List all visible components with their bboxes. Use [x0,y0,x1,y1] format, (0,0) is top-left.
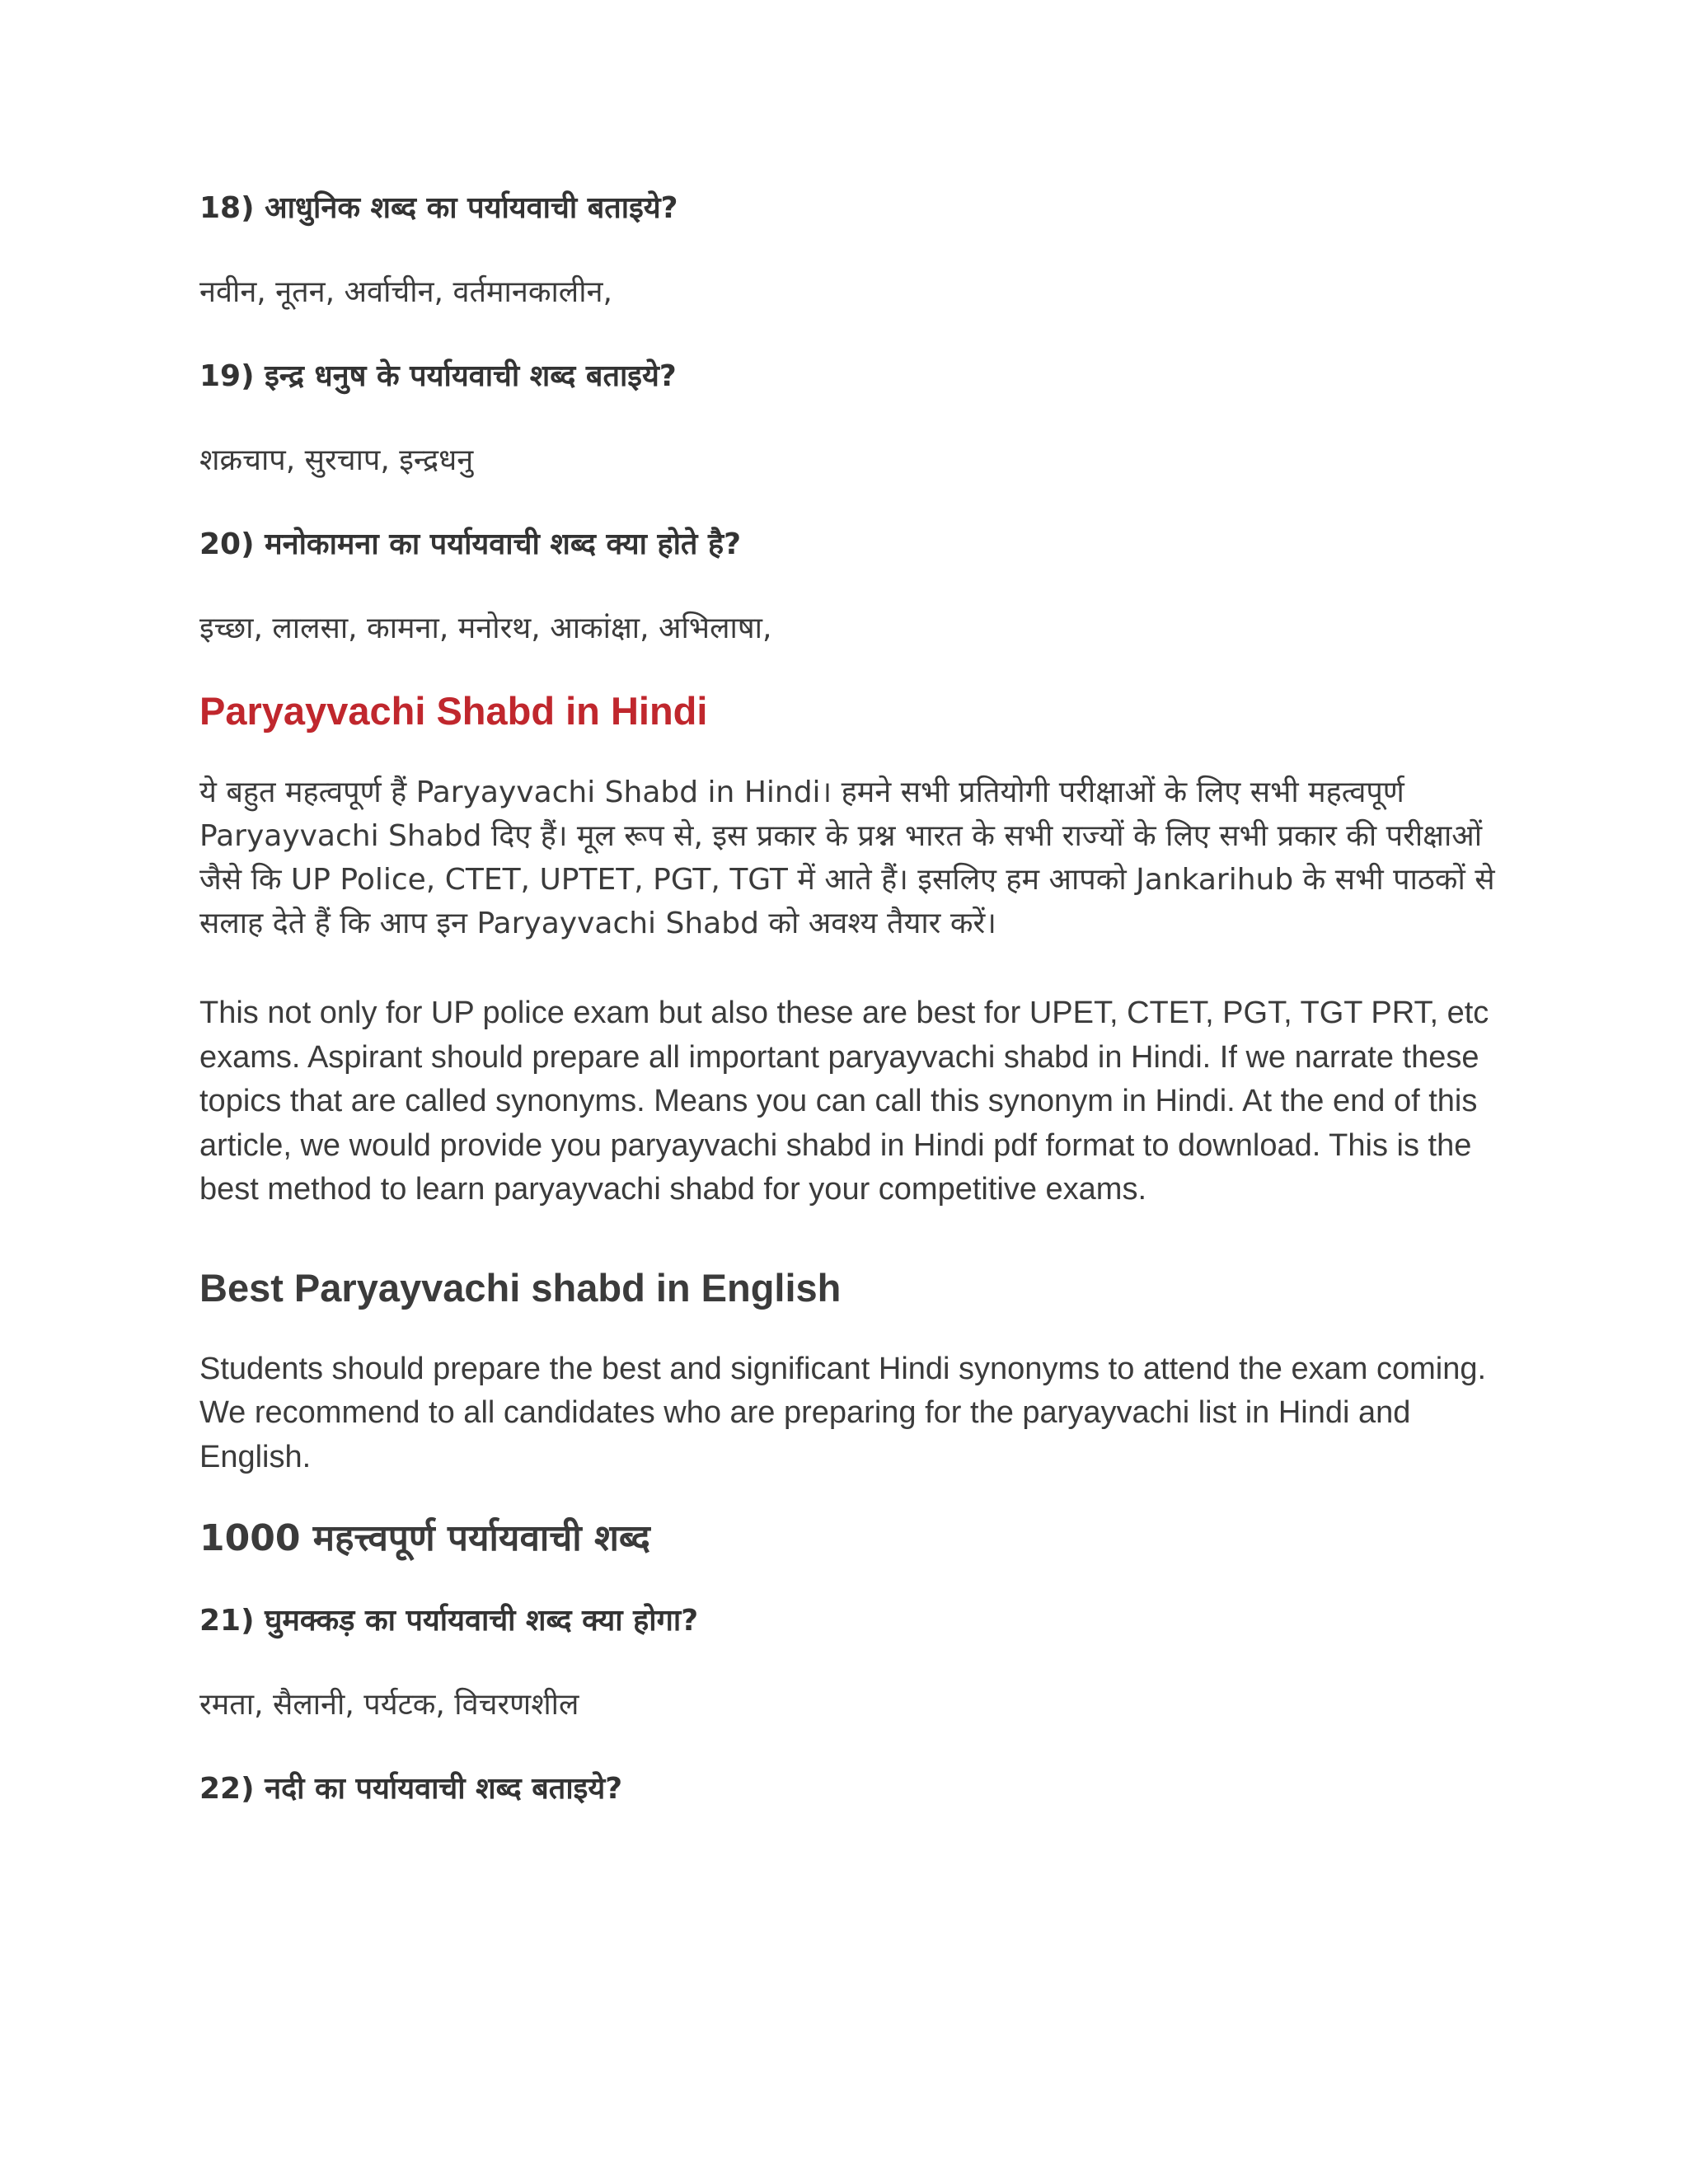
question-19: 19) इन्द्र धनुष के पर्यायवाची शब्द बताइये? [199,359,677,393]
answer-18: नवीन, नूतन, अर्वाचीन, वर्तमानकालीन, [199,275,612,309]
section-heading-1000-paryayvachi: 1000 महत्त्वपूर्ण पर्यायवाची शब्द [199,1517,650,1559]
question-18: 18) आधुनिक शब्द का पर्यायवाची बताइये? [199,191,678,225]
answer-20: इच्छा, लालसा, कामना, मनोरथ, आकांक्षा, अभिलाषा, [199,612,772,645]
section-heading-paryayvachi-hindi: Paryayvachi Shabd in Hindi [199,689,708,733]
question-22: 22) नदी का पर्यायवाची शब्द बताइये? [199,1772,623,1806]
question-21: 21) घुमक्कड़ का पर्यायवाची शब्द क्या होगा? [199,1604,699,1638]
section-heading-best-paryayvachi-english: Best Paryayvachi shabd in English [199,1265,842,1310]
question-20: 20) मनोकामना का पर्यायवाची शब्द क्या होते है? [199,527,741,561]
paragraph-english-intro: This not only for UP police exam but also these are best for UPET, CTET, PGT, TGT PRT, etc exams. Aspirant should prepare all important paryayvachi shabd in Hindi. If we narrate these topics that are called synonyms. Means you can call this synonym in Hindi. At the end of this article, we would provide you paryayvachi shabd in Hindi pdf format to download. This is the best method to learn paryayvachi shabd for your competitive exams. [199,996,1489,1207]
answer-21: रमता, सैलानी, पर्यटक, विचरणशील [199,1688,579,1722]
paragraph-hindi-intro: ये बहुत महत्वपूर्ण हैं Paryayvachi Shabd in Hindi। हमने सभी प्रतियोगी परीक्षाओं के लिए सभी महत्वपूर्ण Paryayvachi Shabd दिए हैं। मूल रूप से, इस प्रकार के प्रश्न भारत के सभी राज्यों के लिए सभी प्रकार की परीक्षाओं जैसे कि UP Police, CTET, UPTET, PGT, TGT में आते हैं। इसलिए हम आपको Jankarihub के सभी पाठकों से सलाह देते हैं कि आप इन Paryayvachi Shabd को अवश्य तैयार करें। [199,776,1495,940]
answer-19: शक्रचाप, सुरचाप, इन्द्रधनु [199,443,474,477]
paragraph-students: Students should prepare the best and significant Hindi synonyms to attend the exam coming. We recommend to all candidates who are preparing for the paryayvachi list in Hindi and English. [199,1351,1487,1474]
document-page [199,185,1502,1850]
